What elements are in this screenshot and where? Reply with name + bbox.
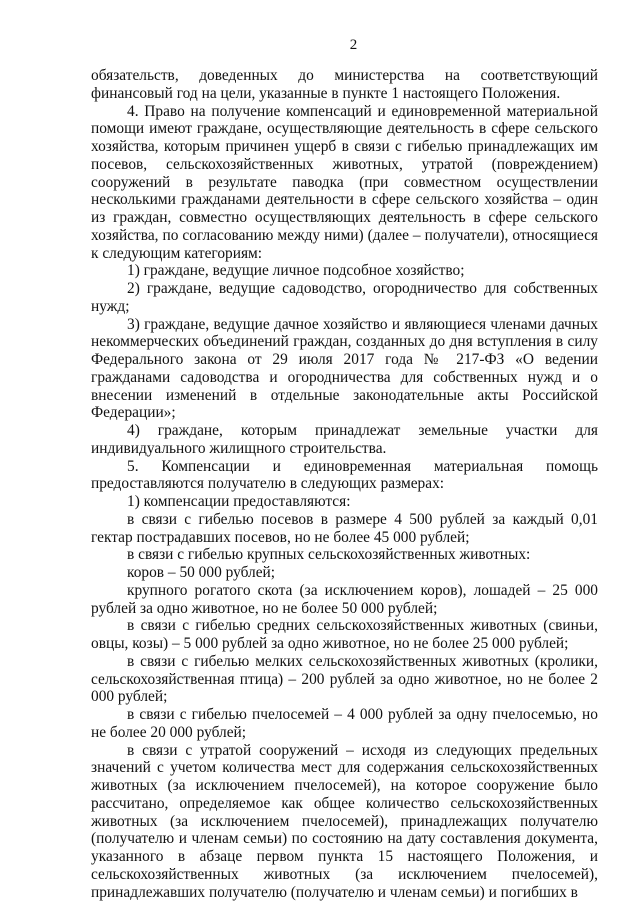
paragraph: в связи с гибелью мелких сельскохозяйственных животных (кролики, сельскохозяйственная птица) – 200 рублей за одно животное, но не более 2 000 рублей; (91, 652, 598, 706)
paragraph: 1) компенсации предоставляются: (127, 493, 351, 510)
page-number: 2 (349, 37, 358, 53)
paragraph: 2) граждане, ведущие садоводство, огородничество для собственных нужд; (91, 280, 598, 315)
paragraph: обязательств, доведенных до министерства на соответствующий финансовый год на цели, указанные в пункте 1 настоящего Положения. (91, 67, 598, 102)
document-body (91, 67, 598, 901)
paragraph: коров – 50 000 рублей; (127, 564, 276, 581)
paragraph: в связи с утратой сооружений – исходя из следующих предельных значений с учетом количества мест для содержания сельскохозяйственных животных (за исключением пчелосемей), на которое сооружение было рассчитано, определяемое как общее количество сельскохозяйственных животных (за исключением пчелосемей), принадлежащих получателю (получателю и членам семьи) по состоянию на дату составления документа, указанного в абзаце первом пункта 15 настоящего Положения, и сельскохозяйственных животных (за исключением пчелосемей), принадлежавших получателю (получателю и членам семьи) и погибших в (91, 741, 598, 901)
paragraph: в связи с гибелью крупных сельскохозяйственных животных: (127, 546, 531, 564)
paragraph: 5. Компенсации и единовременная материальная помощь предоставляются получателю в следующих размерах: (91, 457, 598, 493)
paragraph: 1) граждане, ведущие личное подсобное хозяйство; (127, 262, 465, 280)
paragraph: 3) граждане, ведущие дачное хозяйство и являющиеся членами дачных некоммерческих объединений граждан, созданных до дня вступления в силу Федерального закона от 29 июля 2017 года № 217-ФЗ «О ведении гражданами садоводства и огородничества для собственных нужд и о внесении изменений в отдельные законодательные акты Российской Федерации»; (91, 315, 598, 422)
paragraph: 4. Право на получение компенсаций и единовременной материальной помощи имеют граждане, осуществляющие деятельность в сфере сельского хозяйства, которым причинен ущерб в связи с гибелью принадлежащих им посевов, сельскохозяйственных животных, утратой (повреждением) сооружений в результате паводка (при совместном осуществлении несколькими гражданами деятельности в сфере сельского хозяйства – один из граждан, совместно осуществляющих деятельность в сфере сельского хозяйства, по согласованию между ними) (далее – получатели), относящиеся к следующим категориям: (91, 102, 598, 262)
paragraph: в связи с гибелью средних сельскохозяйственных животных (свиньи, овцы, козы) – 5 000 рублей за одно животное, но не более 25 000 рублей; (91, 617, 598, 652)
paragraph: в связи с гибелью пчелосемей – 4 000 рублей за одну пчелосемью, но не более 20 000 рублей; (91, 706, 598, 741)
paragraph: в связи с гибелью посевов в размере 4 500 рублей за каждый 0,01 гектар пострадавших посевов, но не более 45 000 рублей; (91, 510, 598, 546)
paragraph: крупного рогатого скота (за исключением коров), лошадей – 25 000 рублей за одно животное, но не более 50 000 рублей; (91, 581, 598, 617)
paragraph: 4) граждане, которым принадлежат земельные участки для индивидуального жилищного строительства. (91, 422, 598, 457)
